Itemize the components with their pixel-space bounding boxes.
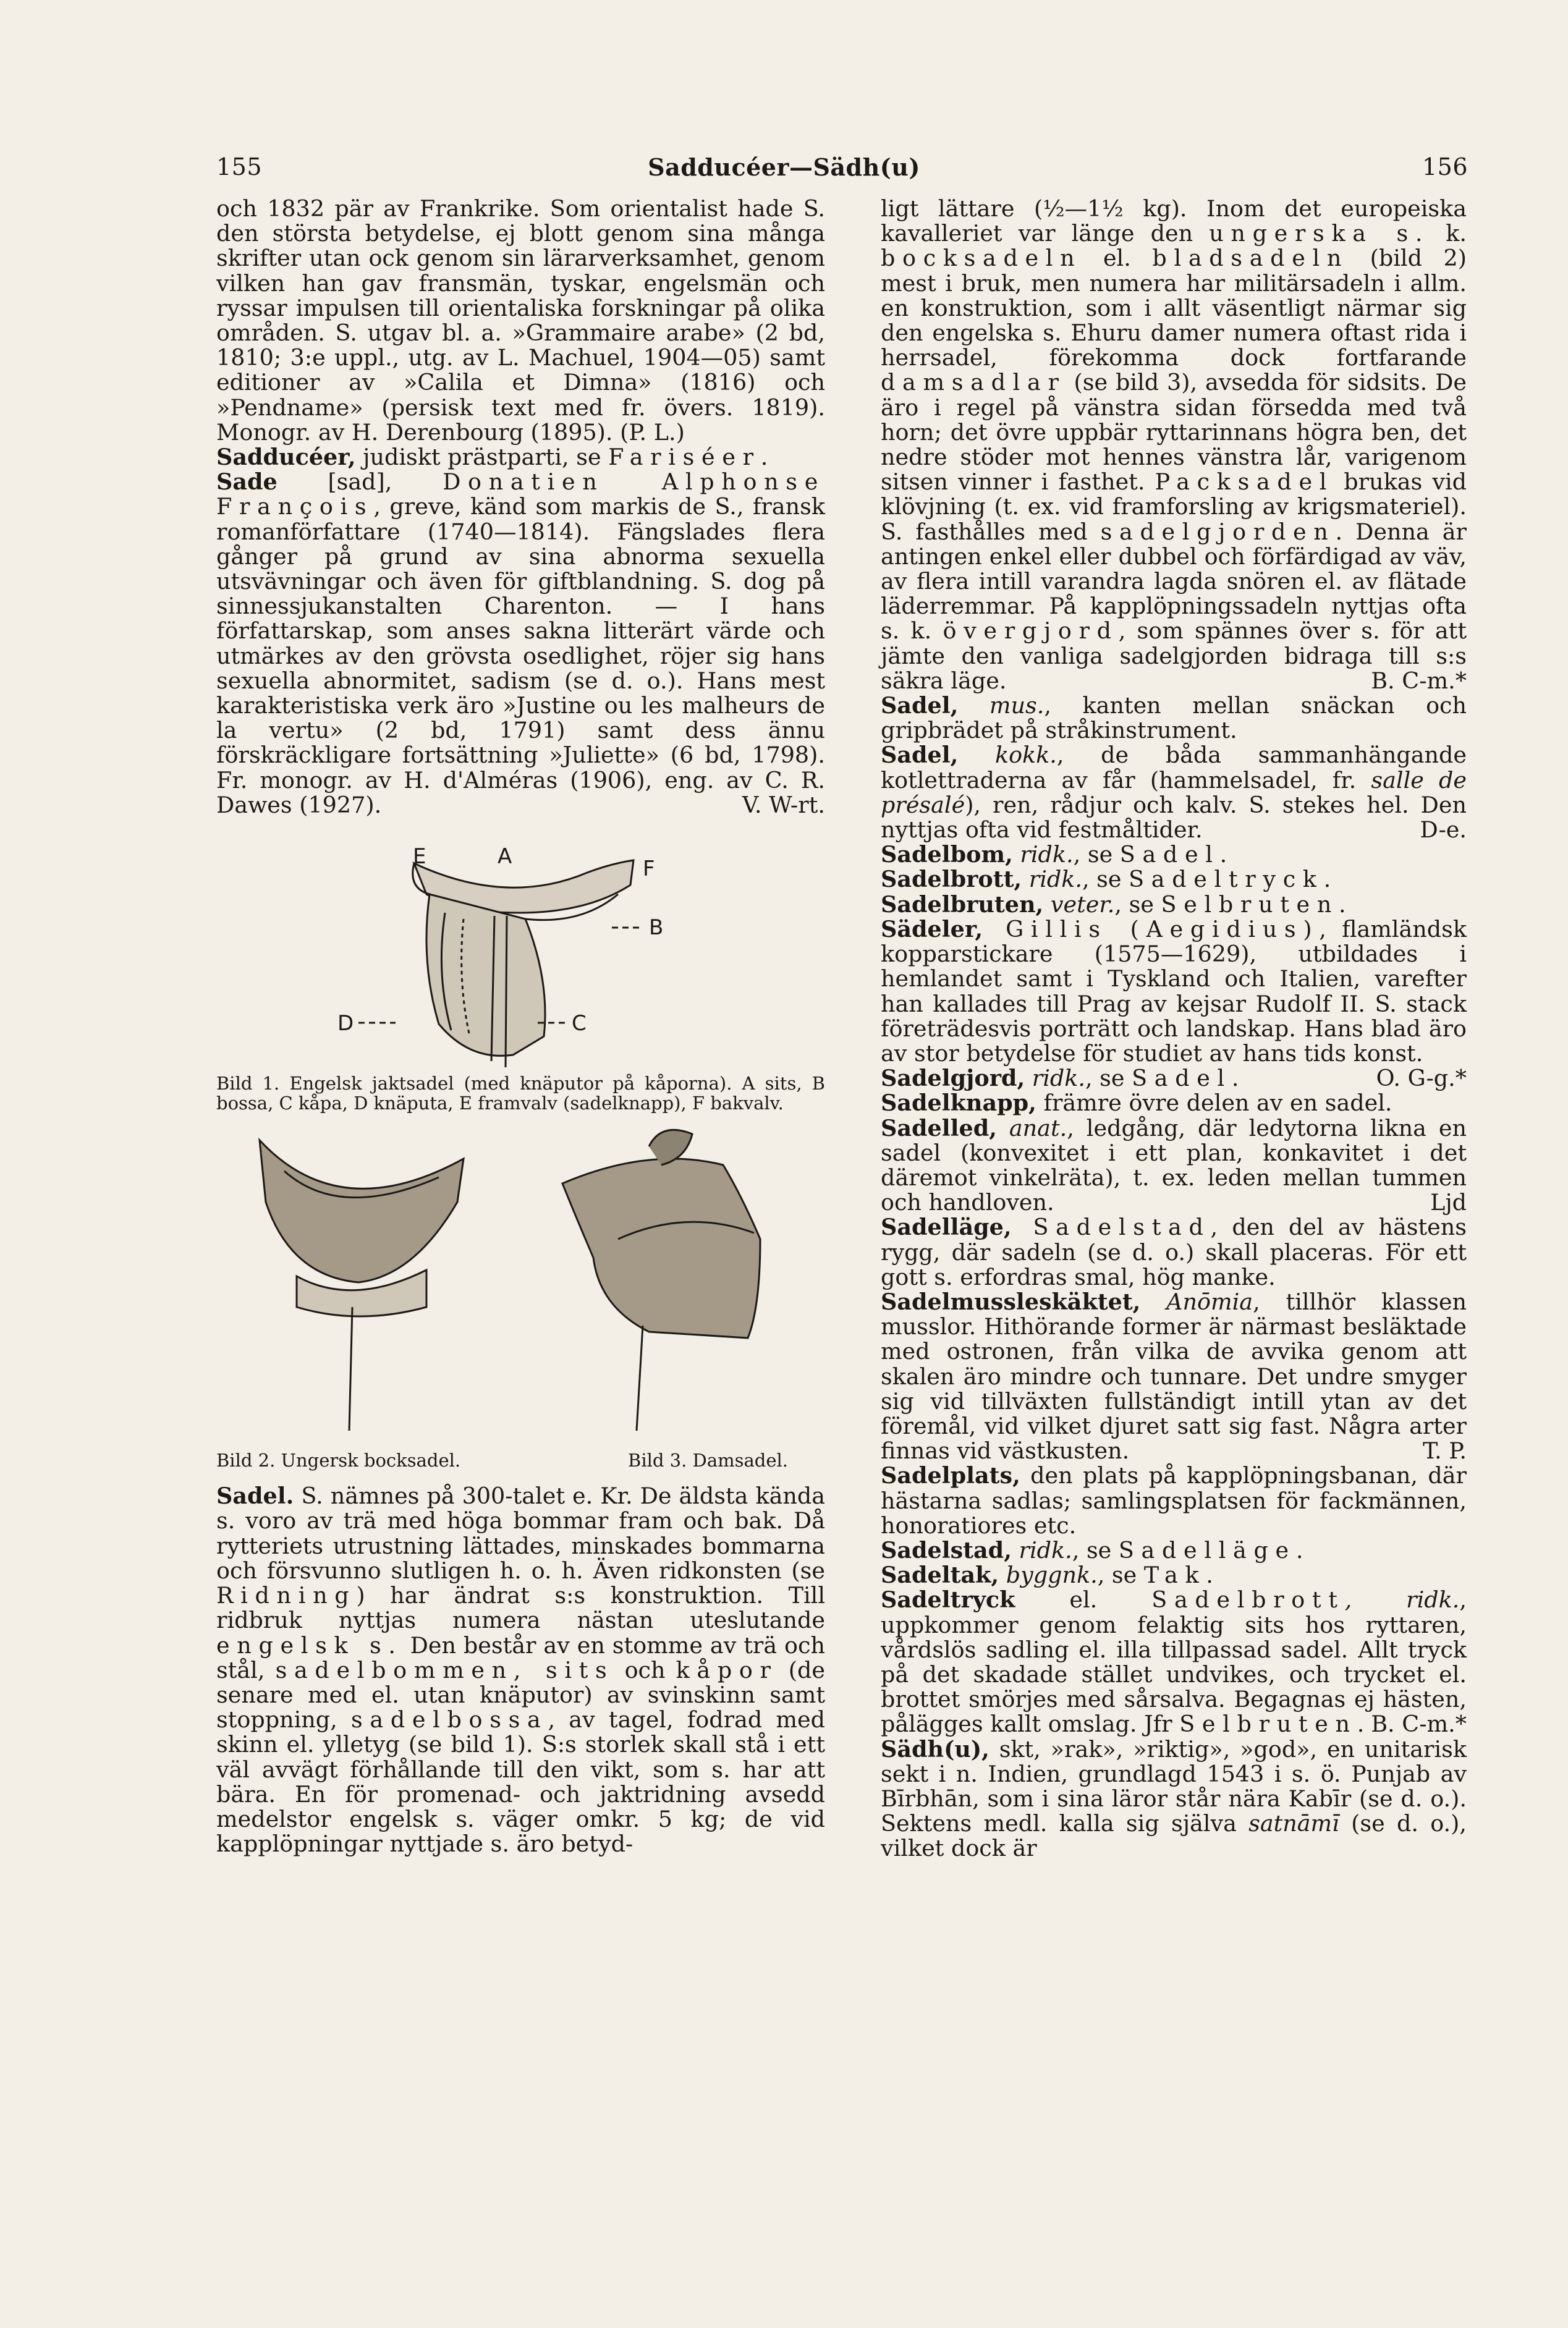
figure-english-saddle bbox=[216, 826, 825, 1113]
english-saddle-illustration bbox=[216, 826, 825, 1073]
entry-text: (se bild 3), avsedda för sidsits. De äro i regel på vänstra sidan försedda med två horn; det övre uppbär ryttarinnans högra ben, det nedre stöder mot hennes vänstra lår, varigenom sitsen vinner i fasthet. bbox=[881, 369, 1467, 496]
entry-text: skt, »rak», »riktig», »god», en unitarisk sekt i n. Indien, grundlagd 1543 i s. ö. Punjab av Bīrbhān, som i sina läror står nära Kabīr (se d. o.). Sektens medl. kalla sig själva bbox=[881, 1735, 1467, 1837]
subject-tag: mus. bbox=[958, 692, 1045, 719]
entry-text: , flamländsk kopparstickare (1575—1629), utbildades i hemlandet samt i Tyskland och Italien, varefter han kallades till Prag av kejsar Rudolf II. S. stack företrädesvis porträtt och landskap. Hans blad äro av stor betydelse för studiet av hans tids konst. bbox=[881, 915, 1467, 1067]
label-f: F bbox=[643, 857, 655, 882]
subject-tag: byggnk. bbox=[999, 1562, 1098, 1589]
author-signature: B. C-m.* bbox=[1371, 1711, 1467, 1738]
spaced-term: övergjord bbox=[943, 617, 1119, 645]
headword: Sadelbrott, bbox=[881, 866, 1022, 893]
headword: Sadel, bbox=[881, 742, 959, 769]
headword: Sadelstad, bbox=[881, 1536, 1012, 1564]
entry-text: . bbox=[1295, 1536, 1303, 1564]
entry-sadellage bbox=[881, 1215, 1467, 1290]
entry-text: . bbox=[1206, 1562, 1213, 1589]
label-c: C bbox=[572, 1011, 587, 1036]
entry-text: Den består av en stomme av trä och stål, bbox=[216, 1632, 825, 1683]
entry-sadelmusslesl bbox=[881, 1290, 1467, 1463]
entry-sadelbrott bbox=[881, 867, 1467, 892]
subject-tag: ridk. bbox=[1011, 1536, 1072, 1564]
headword: Sadel, bbox=[881, 692, 959, 719]
entry-text: . bbox=[1339, 891, 1346, 918]
entry-sade bbox=[216, 470, 825, 818]
entry-text: , se bbox=[1082, 866, 1129, 893]
author-signature: V. W-rt. bbox=[742, 791, 825, 818]
headword: Sadeltak, bbox=[881, 1562, 999, 1589]
subject-tag: ridk. bbox=[1025, 1065, 1085, 1092]
author-signature: O. G-g.* bbox=[1376, 1065, 1467, 1092]
entry-text: , se bbox=[1097, 1562, 1144, 1589]
spaced-term: sadelbommen, sits bbox=[275, 1656, 614, 1683]
figure-1-caption: Bild 1. Engelsk jaktsadel (med knäputor på kåporna). A sits, B bossa, C kåpa, D knäputa, E framvalv (sadelknapp), F bakvalv. bbox=[216, 1073, 825, 1114]
figure-2-caption: Bild 2. Ungersk bocksadel. bbox=[216, 1450, 461, 1471]
entry-sadhu bbox=[881, 1737, 1467, 1861]
cross-reference: Sadelstad bbox=[1011, 1214, 1211, 1241]
subject-tag: ridk. bbox=[1022, 866, 1082, 893]
spaced-term: Packsadel bbox=[1155, 468, 1334, 496]
entry-text: , se bbox=[1085, 1065, 1132, 1092]
entry-sadelbruten bbox=[881, 892, 1467, 917]
entry-text: brukas vid klövjning (t. ex. vid framforsling av krigsmateriel). S. fasthålles med bbox=[881, 468, 1467, 545]
bocksadel-and-damsadel-illustration bbox=[216, 1122, 825, 1443]
entry-text: (bild 2) mest i bruk, men numera har militärsadeln i allm. en konstruktion, som i allt väsentligt närmar sig den engelska s. Ehuru damer numera oftast rida i herrsadel, förekomma dock fortfarande bbox=[881, 245, 1467, 371]
entry-text: . bbox=[760, 444, 768, 471]
author-signature: T. P. bbox=[1423, 1437, 1467, 1465]
subject-tag: , ridk. bbox=[1344, 1586, 1460, 1614]
entry-sadel-mus bbox=[881, 693, 1467, 743]
entry-text: , se bbox=[1073, 841, 1120, 868]
headword: Sade bbox=[216, 468, 278, 496]
entry-text: , greve, känd som markis de S., fransk romanförfattare (1740—1814). Fängslades flera gånger på grund av sina abnorma sexuella utsvävningar och även för giftblandning. S. dog på sinnessjukanstalten Charenton. — I hans författarskap, som anses sakna litterärt värde och utmärkes av den grövsta osedlighet, röjer sig hans sexuella abnormitet, sadism (se d. o.). Hans mest karakteristiska verk äro »Justine ou les malheurs de la vertu» (2 bd, 1791) samt dess ännu förskräckligare fortsättning »Juliette» (6 bd, 1798). Fr. monogr. av H. d'Alméras (1906), eng. av C. R. Dawes (1927). bbox=[216, 493, 825, 818]
figure-3-caption: Bild 3. Damsadel. bbox=[628, 1450, 788, 1471]
person-name: Gillis (Aegidius) bbox=[983, 915, 1320, 942]
entry-text: el. bbox=[1015, 1586, 1152, 1614]
entry-sadel-kokk bbox=[881, 743, 1467, 842]
entry-sadeltryck bbox=[881, 1588, 1467, 1737]
entry-text: , av tagel, fodrad med skinn el. ylletyg (se bild 1). S:s storlek skall stå i ett väl avvägt förhållande till den vikt, som s. har att bära. En för promenad- och jaktridning avsedd medelstor engelsk s. väger omkr. 5 kg; de vid kapplöpningar nyttjade s. äro betyd- bbox=[216, 1706, 825, 1858]
entry-text: . bbox=[1323, 866, 1331, 893]
headword: Sadeltryck bbox=[881, 1586, 1015, 1614]
entry-text: . bbox=[1357, 1711, 1365, 1738]
headword: Sadelbruten, bbox=[881, 891, 1044, 918]
figure-2-3-captions bbox=[216, 1448, 788, 1473]
page-number-left: 155 bbox=[216, 153, 263, 180]
label-a: A bbox=[498, 844, 512, 870]
spaced-term: sadelgjorden bbox=[1100, 518, 1336, 545]
cross-reference: Sadel bbox=[1119, 841, 1220, 868]
headword: Sadelläge, bbox=[881, 1214, 1012, 1241]
entry-sadel-continued bbox=[881, 197, 1467, 693]
label-e: E bbox=[413, 844, 426, 870]
entry-sadelbom bbox=[881, 842, 1467, 867]
subject-tag: kokk. bbox=[958, 742, 1057, 769]
cross-reference: Selbruten bbox=[1161, 891, 1339, 918]
headword: Sadelmussleskäktet, bbox=[881, 1288, 1141, 1315]
entry-text: [sad], bbox=[277, 468, 443, 496]
label-d: D bbox=[337, 1011, 354, 1036]
entry-text: ) har ändrat s:s konstruktion. Till ridbruk nyttjas numera nästan uteslutande bbox=[216, 1582, 825, 1634]
entry-text: ), ren, rådjur och kalv. S. stekes hel. Den nyttjas ofta vid festmåltider. bbox=[881, 791, 1467, 844]
subject-tag: veter. bbox=[1043, 891, 1115, 918]
entry-text: , tillhör klassen musslor. Hithörande former är närmast besläktade med ostronen, från vilka de avvika genom att skalen äro mindre och tunnare. Det undre smyger sig vid tillväxten fullständigt intill ytan av det föremål, vid vilket djuret satt sig fast. Några arter finnas vid västkusten. bbox=[881, 1288, 1467, 1465]
cross-reference: Sadelbrott bbox=[1151, 1586, 1345, 1614]
entry-sadeltak bbox=[881, 1563, 1467, 1588]
entry-text: och bbox=[614, 1656, 676, 1683]
entry-text: , se bbox=[1072, 1536, 1119, 1564]
entry-text: , se bbox=[1114, 891, 1161, 918]
entry-continuation: och 1832 pär av Frankrike. Som orientalist hade S. den största betydelse, ej blott genom sina många skrifter utan ock genom sin lärarverksamhet, genom vilken han gav fransmän, tyskar, engelsmän och ryssar impulsen till orientaliska forskningar på olika områden. S. utgav bl. a. »Grammaire arabe» (2 bd, 1810; 3:e uppl., utg. av L. Machuel, 1904—05) samt editioner av »Calila et Dimna» (1816) och »Pendname» (persisk text med fr. övers. 1819). Monogr. av H. Derenbourg (1895). (P. L.) bbox=[216, 195, 825, 446]
headword: Sadelknapp, bbox=[881, 1090, 1036, 1117]
headword: Sädh(u), bbox=[881, 1735, 990, 1763]
entry-text: (se d. o.), vilket dock är bbox=[881, 1810, 1467, 1862]
subject-tag: anat. bbox=[996, 1114, 1067, 1141]
author-signature: Ljd bbox=[1430, 1189, 1467, 1216]
cross-reference: Ridning bbox=[216, 1582, 357, 1609]
cross-reference: Sadeltryck bbox=[1129, 866, 1324, 893]
entry-text: ligt lättare (½—1½ kg). Inom det europeiska kavalleriet var länge den bbox=[881, 195, 1467, 247]
spaced-term: engelsk s. bbox=[216, 1632, 403, 1659]
headword: Sadelbom, bbox=[881, 841, 1013, 868]
entry-sadduceer bbox=[216, 445, 825, 470]
cross-reference: Tak bbox=[1143, 1562, 1206, 1589]
entry-text: judiskt prästparti, se bbox=[355, 444, 609, 471]
italic-term: Anōmia bbox=[1140, 1288, 1253, 1315]
entry-text: . bbox=[1231, 1065, 1239, 1092]
author-signature: B. C-m.* bbox=[1371, 667, 1467, 694]
cross-reference: Sadel bbox=[1132, 1065, 1232, 1092]
entry-sadelstad bbox=[881, 1538, 1467, 1563]
headword: Sadelled, bbox=[881, 1114, 997, 1141]
entry-text: , uppkommer genom felaktig sits hos ryttaren, vårdslös sadling el. illa tillpassad sadel. Allt tryck på det skadade stället undvikes, och trycket el. brottet smörjes med sårsalva. Begagnas ej hästen, pålägges kallt omslag. Jfr bbox=[881, 1586, 1467, 1738]
spaced-term: sadelbossa bbox=[350, 1706, 548, 1733]
spaced-term: bocksadeln bbox=[881, 245, 1082, 272]
headword: Sadelgjord, bbox=[881, 1065, 1025, 1092]
entry-text: främre övre delen av en sadel. bbox=[1036, 1090, 1392, 1117]
entry-text: (de senare med el. utan knäputor) av svinskinn samt stoppning, bbox=[216, 1656, 826, 1733]
person-name: Donatien Alphonse François bbox=[216, 468, 825, 520]
headword: Sädeler, bbox=[881, 915, 983, 942]
entry-text: . Denna är antingen enkel eller dubbel och förfärdigad av väv, av flera intill varandra lagda snören el. av flätade läderremmar. På kapplöpningssadeln nyttjas ofta s. k. bbox=[881, 518, 1467, 645]
entry-text: den plats på kapplöpningsbanan, där hästarna sadlas; samlingsplatsen för fackmännen, honoratiores etc. bbox=[881, 1462, 1467, 1539]
cross-reference: Fariséer bbox=[608, 444, 761, 471]
italic-term: salle de présalé bbox=[881, 766, 1467, 818]
entry-sadel bbox=[216, 1484, 825, 1856]
author-signature: D-e. bbox=[1420, 816, 1467, 844]
entry-text: , som spännes över s. för att jämte den vanliga sadelgjorden bidraga till s:s säkra läge. bbox=[881, 617, 1467, 694]
subject-tag: ridk. bbox=[1012, 841, 1074, 868]
running-title: Sadducéer—Sädh(u) bbox=[648, 153, 920, 181]
entry-text: , de båda sammanhängande kotlettraderna av får (hammelsadel, fr. bbox=[881, 742, 1467, 794]
cross-reference: Sadelläge bbox=[1118, 1536, 1296, 1564]
headword: Sadelplats, bbox=[881, 1462, 1020, 1489]
entry-text: el. bbox=[1082, 245, 1153, 272]
cross-reference: Selbruten bbox=[1179, 1711, 1357, 1738]
headword: Sadducéer, bbox=[216, 444, 356, 471]
label-b: B bbox=[649, 915, 664, 941]
figure-saddles-2-3 bbox=[216, 1122, 825, 1473]
entry-sadelknapp bbox=[881, 1091, 1467, 1115]
left-column bbox=[216, 197, 825, 1856]
entry-sadelplats bbox=[881, 1463, 1467, 1538]
spaced-term: bladsadeln bbox=[1152, 245, 1349, 272]
headword: Sadel. bbox=[216, 1483, 294, 1510]
entry-text: , ledgång, där ledytorna likna en sadel (konvexitet i ett plan, konkavitet i det däremot vinkelräta), t. ex. leden mellan tummen och handloven. bbox=[881, 1114, 1467, 1216]
right-column bbox=[881, 197, 1467, 1861]
entry-sadelled bbox=[881, 1116, 1467, 1216]
entry-text: S. nämnes på 300-talet e. Kr. De äldsta kända s. voro av trä med höga bommar fram och bak. Då rytteriets utrustning lättades, minskades bommarna och försvunno slutligen h. o. h. Även ridkonsten (se bbox=[216, 1483, 825, 1584]
page-number-right: 156 bbox=[1422, 153, 1468, 180]
italic-term: satnāmī bbox=[1248, 1810, 1339, 1837]
entry-text: , kanten mellan snäckan och gripbrädet på stråkinstrument. bbox=[881, 692, 1467, 744]
spaced-term: kåpor bbox=[676, 1656, 778, 1683]
spaced-term: ungerska s. bbox=[1209, 220, 1430, 247]
spaced-term: damsadlar bbox=[881, 369, 1066, 396]
entry-text: k. bbox=[1430, 220, 1467, 247]
entry-text: . bbox=[1219, 841, 1227, 868]
entry-text: , den del av hästens rygg, där sadeln (se d. o.) skall placeras. För ett gott s. erfordras smal, hög manke. bbox=[881, 1214, 1467, 1290]
